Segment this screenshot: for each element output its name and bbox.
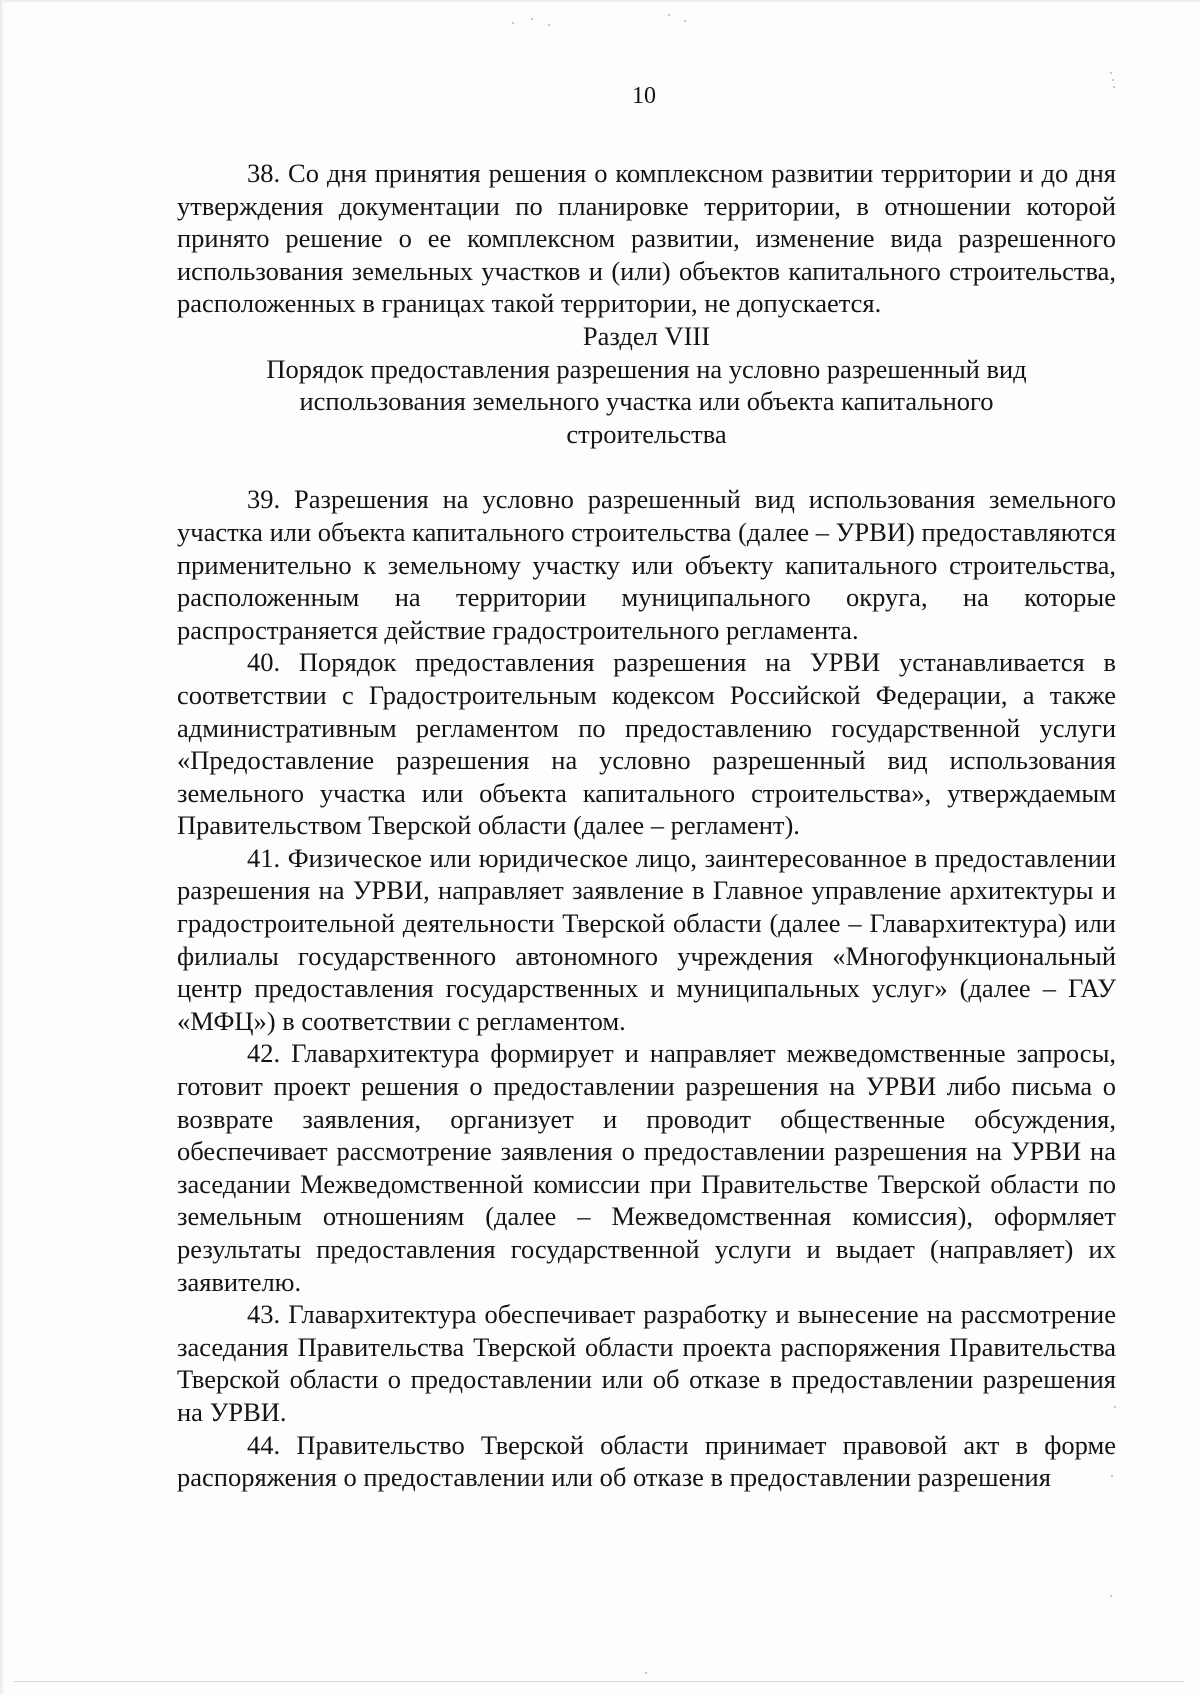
scan-speck xyxy=(645,1672,647,1674)
scan-speck xyxy=(548,24,550,26)
section-title: Порядок предоставления разрешения на условно разрешенный вид использования земельного участка или объекта капитального строительства xyxy=(266,353,1027,449)
scan-speck xyxy=(1110,72,1112,74)
document-body xyxy=(177,157,1116,1494)
scan-speck xyxy=(512,22,514,24)
paragraph-41: 41. Физическое или юридическое лицо, заинтересованное в предоставлении разрешения на УРВИ, направляет заявление в Главное управление архитектуры и градостроительной деятельности Тверской области (далее – Главархитектура) или филиалы государственного автономного учреждения «Многофункциональный центр предоставления государственных и муниципальных услуг» (далее – ГАУ «МФЦ») в соответствии с регламентом. xyxy=(177,842,1116,1036)
paragraph-44: 44. Правительство Тверской области принимает правовой акт в форме распоряжения о предоставлении или об отказе в предоставлении разрешения xyxy=(177,1429,1116,1493)
paragraph-40: 40. Порядок предоставления разрешения на УРВИ устанавливается в соответствии с Градостроительным кодексом Российской Федерации, а также административным регламентом по предоставлению государственной услуги «Предоставление разрешения на условно разрешенный вид использования земельного участка или объекта капитального строительства», утверждаемым Правительством Тверской области (далее – регламент). xyxy=(177,647,1116,841)
paragraph-38: 38. Со дня принятия решения о комплексном развитии территории и до дня утверждения документации по планировке территории, в отношении которой принято решение о ее комплексном развитии, изменение вида разрешенного использования земельных участков и (или) объектов капитального строительства, расположенных в границах такой территории, не допускается. xyxy=(177,158,1116,319)
paragraph-39: 39. Разрешения на условно разрешенный вид использования земельного участка или объекта капитального строительства (далее – УРВИ) предоставляются применительно к земельному участку или объекту капитального строительства, расположенным на территории муниципального округа, на которые распространяется действие градостроительного регламента. xyxy=(177,484,1116,645)
section-heading: Раздел VIII xyxy=(582,320,711,351)
scan-speck xyxy=(1112,79,1114,81)
section-spacer xyxy=(177,450,1116,483)
scan-speck xyxy=(684,20,686,22)
page-number: 10 xyxy=(632,83,656,109)
scan-edge-top xyxy=(0,0,1200,3)
scan-speck xyxy=(531,18,533,20)
paragraph-42: 42. Главархитектура формирует и направляет межведомственные запросы, готовит проект решения о предоставлении разрешения на УРВИ либо письма о возврате заявления, организует и проводит общественные обсуждения, обеспечивает рассмотрение заявления о предоставлении разрешения на УРВИ на заседании Межведомственной комиссии при Правительстве Тверской области по земельным отношениям (далее – Межведомственная комиссия), оформляет результаты предоставления государственной услуги и выдает (направляет) их заявителю. xyxy=(177,1038,1116,1297)
scan-speck xyxy=(1110,1595,1112,1597)
scan-edge-bottom xyxy=(14,1681,1184,1682)
scan-edge-left xyxy=(0,0,4,1694)
paragraph-43: 43. Главархитектура обеспечивает разработку и вынесение на рассмотрение заседания Правительства Тверской области проекта распоряжения Правительства Тверской области о предоставлении или об отказе в предоставлении разрешения на УРВИ. xyxy=(177,1299,1116,1427)
scan-speck xyxy=(668,14,670,16)
